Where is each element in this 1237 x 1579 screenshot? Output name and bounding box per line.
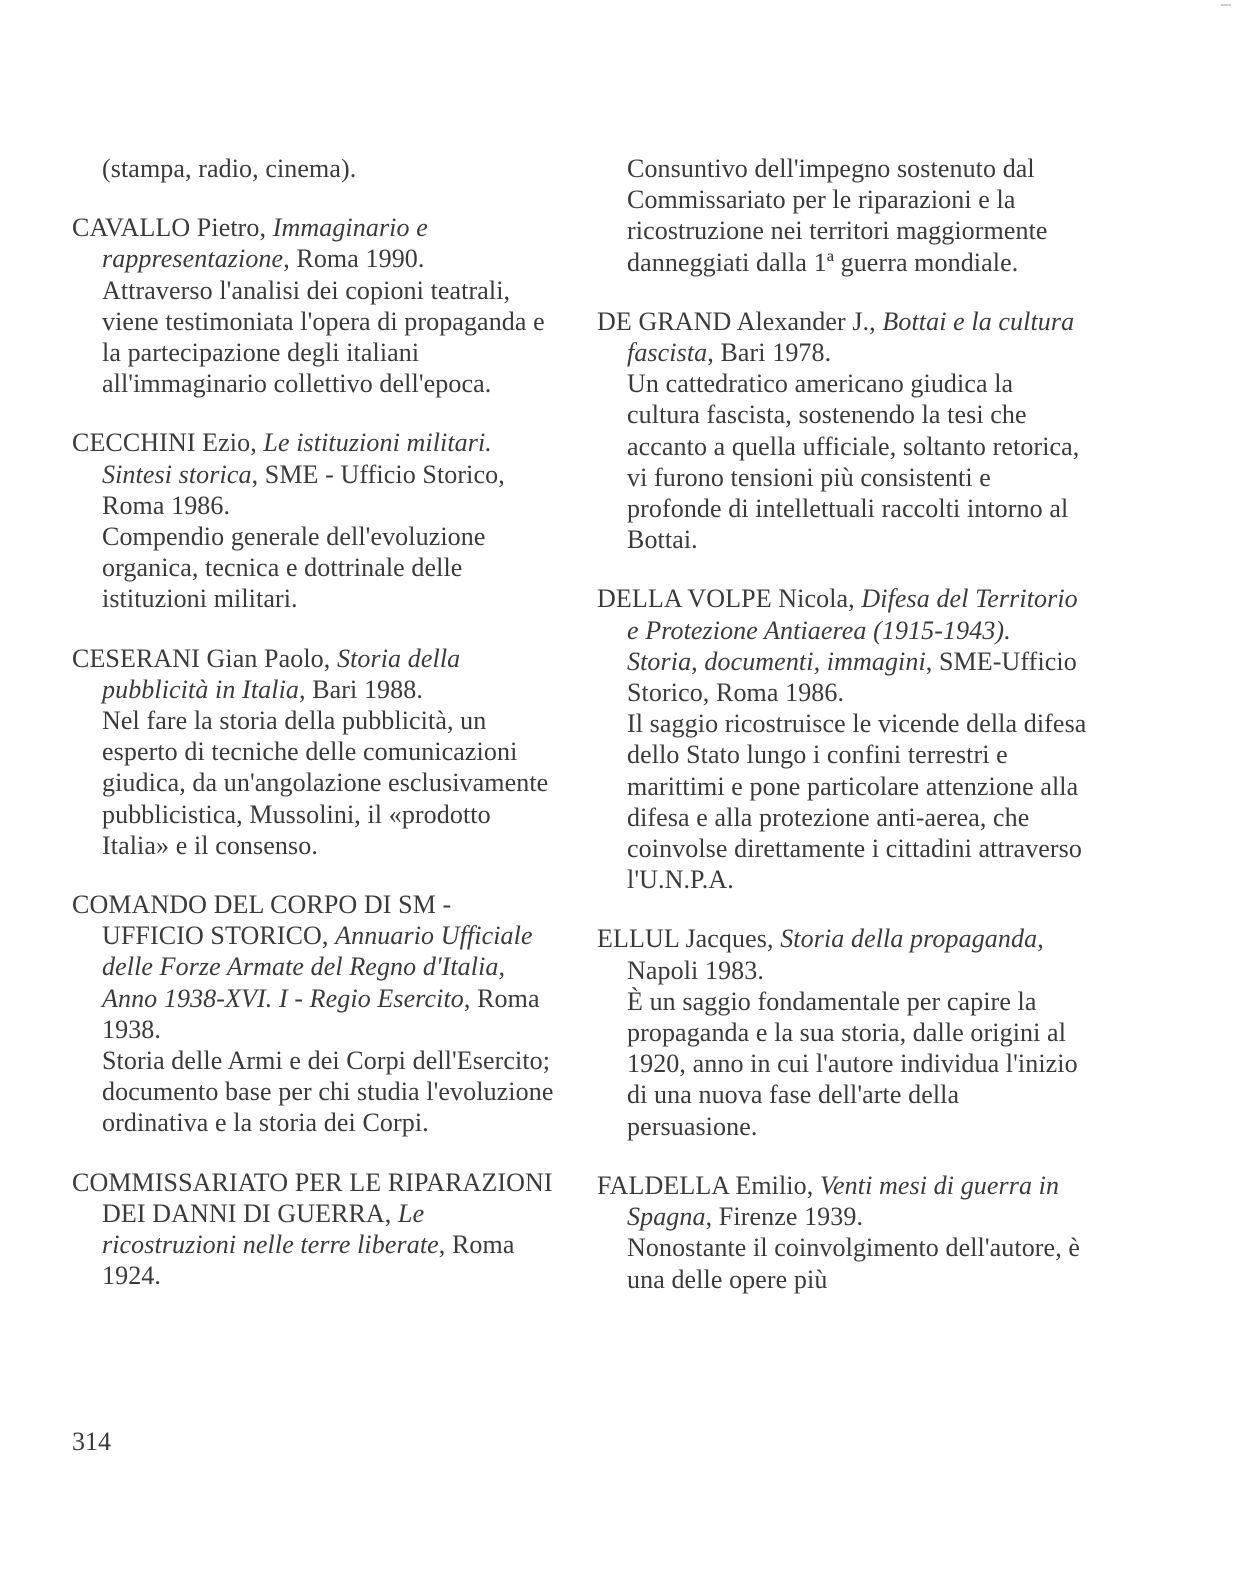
entry-description: Attraverso l'analisi dei copioni teatrali, viene testimoniata l'opera di propaganda e la partecipazione degli italiani all'immaginario collettivo dell'epoca.: [102, 275, 545, 399]
entry-imprint: , Roma 1990.: [283, 244, 425, 274]
right-column: [597, 153, 1087, 1323]
entry-imprint: , Firenze 1939.: [705, 1202, 864, 1232]
entry-title: Storia della pubblicità in Italia,: [102, 643, 461, 704]
entry-title: Venti mesi di guerra in Spagna: [627, 1170, 1060, 1232]
entry-author: CAVALLO Pietro,: [72, 213, 273, 243]
left-column: [72, 153, 557, 1320]
bibliography-entry-comando: [72, 889, 557, 1139]
entry-imprint: , Roma 1938.: [102, 983, 540, 1044]
entry-title: Difesa del Territorio e Protezione Antiaerea (1915-1943). Storia, documenti, immagini: [627, 584, 1078, 676]
bibliography-entry-commissariato: [72, 1167, 557, 1292]
entry-author: ELLUL Jacques,: [597, 924, 781, 954]
entry-title: Immaginario e rappresentazione: [102, 213, 428, 274]
entry-imprint: , SME - Ufficio Storico, Roma 1986.: [102, 459, 505, 520]
entry-description: Compendio generale dell'evoluzione organica, tecnica e dottrinale delle istituzioni militari.: [102, 522, 486, 614]
continuation-text: (stampa, radio, cinema).: [102, 154, 357, 183]
entry-description: Un cattedratico americano giudica la cultura fascista, sostenendo la tesi che accanto a quella ufficiale, soltanto retorica, vi furono tensioni più consistenti e profonde di intellettuali raccolti intorno al Bottai.: [627, 369, 1080, 555]
bibliography-entry-cavallo: [72, 212, 557, 399]
entry-author: COMANDO DEL CORPO DI SM - UFFICIO STORICO,: [72, 890, 452, 951]
entry-title: Annuario Ufficiale delle Forze Armate del Regno d'Italia, Anno 1938-XVI. I - Regio Esercito: [102, 921, 533, 1013]
entry-title: Le ricostruzioni nelle terre liberate: [102, 1198, 439, 1260]
continuation-text: Consuntivo dell'impegno sostenuto dal Commissariato per le riparazioni e la ricostruzione nei territori maggiormente danneggiati dalla 1ª guerra mondiale.: [627, 154, 1048, 277]
entry-author: CECCHINI Ezio,: [72, 428, 264, 458]
bibliography-entry-ceserani: [72, 643, 557, 861]
bibliography-entry-de-grand: [597, 306, 1087, 556]
entry-description: Il saggio ricostruisce le vicende della difesa dello Stato lungo i confini terrestri e marittimi e pone particolare attenzione alla difesa e alla protezione anti-aerea, che coinvolse direttamente i cittadini attraverso l'U.N.P.A.: [627, 709, 1087, 895]
entry-title: Storia della propaganda: [780, 924, 1038, 954]
entry-author: COMMISSARIATO PER LE RIPARAZIONI DEI DANNI DI GUERRA,: [72, 1167, 553, 1228]
entry-title: Le istituzioni militari. Sintesi storica: [102, 428, 492, 489]
bibliography-entry-ellul: [597, 923, 1087, 1141]
entry-imprint: , SME-Ufficio Storico, Roma 1986.: [627, 646, 1077, 708]
entry-imprint: , Napoli 1983.: [627, 924, 1044, 985]
bibliography-entry-della-volpe: [597, 583, 1087, 895]
entry-description: Nonostante il coinvolgimento dell'autore, è una delle opere più: [627, 1233, 1081, 1294]
entry-description: Storia delle Armi e dei Corpi dell'Esercito; documento base per chi studia l'evoluzione ordinativa e la storia dei Corpi.: [102, 1046, 554, 1138]
entry-imprint: , Bari 1978.: [707, 338, 832, 368]
entry-author: DE GRAND Alexander J.,: [597, 306, 883, 336]
entry-imprint: Bari 1988.: [305, 674, 423, 704]
bibliography-entry-faldella: [597, 1170, 1087, 1295]
entry-description: Nel fare la storia della pubblicità, un esperto di tecniche delle comunicazioni giudica, da un'angolazione esclusivamente pubblicistica, Mussolini, il «prodotto Italia» e il consenso.: [102, 706, 549, 860]
entry-author: DELLA VOLPE Nicola,: [597, 584, 862, 614]
entry-imprint: , Roma 1924.: [102, 1230, 515, 1291]
entry-title: Bottai e la cultura fascista: [627, 306, 1075, 368]
bibliography-entry-cecchini: [72, 427, 557, 614]
entry-author: CESERANI Gian Paolo,: [72, 643, 337, 673]
scan-corner-mark: [1221, 4, 1231, 6]
entry-description: È un saggio fondamentale per capire la propaganda e la sua storia, dalle origini al 1920, anno in cui l'autore individua l'inizio di una nuova fase dell'arte della persuasione.: [627, 986, 1078, 1141]
page-number: 314: [72, 1427, 111, 1456]
entry-author: FALDELLA Emilio,: [597, 1170, 820, 1200]
